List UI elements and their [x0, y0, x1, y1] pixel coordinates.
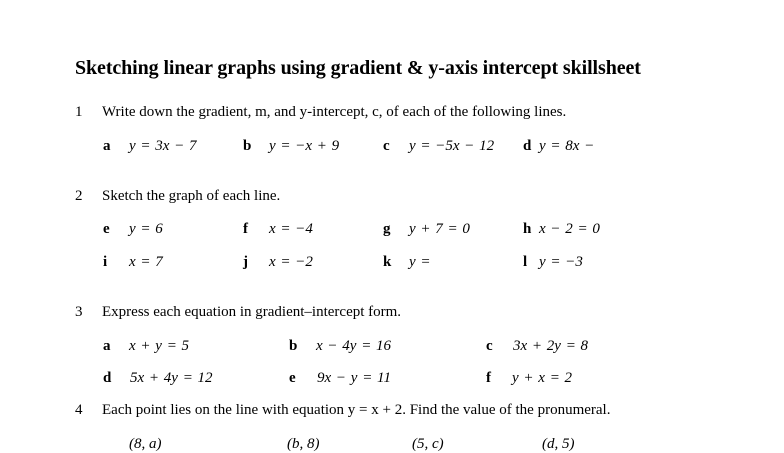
part-expression: y + x = 2 [512, 370, 573, 386]
part-letter: e [289, 370, 296, 386]
part-letter: a [103, 138, 111, 154]
part-expression: y = [409, 254, 431, 270]
part-expression: y = −x + 9 [269, 138, 340, 154]
part-letter: i [103, 254, 108, 270]
question-text: Sketch the graph of each line. [102, 188, 281, 204]
part-expression: x = 7 [129, 254, 163, 270]
part-expression: y = 3x − 7 [129, 138, 197, 154]
question-number: 2 [75, 188, 83, 204]
part-letter: g [383, 221, 391, 237]
question-text: Write down the gradient, m, and y-intercept, c, of each of the following lines. [102, 104, 567, 120]
part-letter: j [243, 254, 248, 270]
question-number: 3 [75, 304, 83, 320]
part-letter: d [523, 138, 532, 154]
part-expression: y = −3 [539, 254, 583, 270]
part-letter: c [486, 338, 493, 354]
part-expression: x − 2 = 0 [539, 221, 600, 237]
part-letter: c [383, 138, 390, 154]
question-text: Each point lies on the line with equation y = x + 2. Find the value of the pronumeral. [102, 402, 611, 418]
part-letter: d [103, 370, 112, 386]
part-expression: y + 7 = 0 [409, 221, 470, 237]
part-expression: (5, c) [412, 436, 444, 452]
part-letter: e [103, 221, 110, 237]
part-letter: b [243, 138, 252, 154]
part-expression: (8, a) [129, 436, 162, 452]
page-title: Sketching linear graphs using gradient & y-axis intercept skillsheet [75, 57, 641, 79]
part-letter: h [523, 221, 532, 237]
part-letter: k [383, 254, 392, 270]
part-expression: y = 6 [129, 221, 163, 237]
part-letter: b [289, 338, 298, 354]
part-expression: (b, 8) [287, 436, 320, 452]
part-letter: a [103, 338, 111, 354]
part-expression: (d, 5) [542, 436, 575, 452]
part-expression: x − 4y = 16 [316, 338, 392, 354]
part-letter: f [243, 221, 248, 237]
question-text: Express each equation in gradient–intercept form. [102, 304, 402, 320]
part-expression: x = −4 [269, 221, 313, 237]
part-expression: y = −5x − 12 [409, 138, 495, 154]
part-expression: x + y = 5 [129, 338, 190, 354]
part-expression: 3x + 2y = 8 [513, 338, 589, 354]
part-expression: x = −2 [269, 254, 313, 270]
part-letter: l [523, 254, 528, 270]
part-expression: 9x − y = 11 [317, 370, 391, 386]
part-expression: 5x + 4y = 12 [130, 370, 213, 386]
cut-off-row [0, 434, 784, 452]
part-expression: y = 8x − [539, 138, 595, 154]
part-letter: f [486, 370, 491, 386]
question-number: 1 [75, 104, 83, 120]
question-number: 4 [75, 402, 83, 418]
